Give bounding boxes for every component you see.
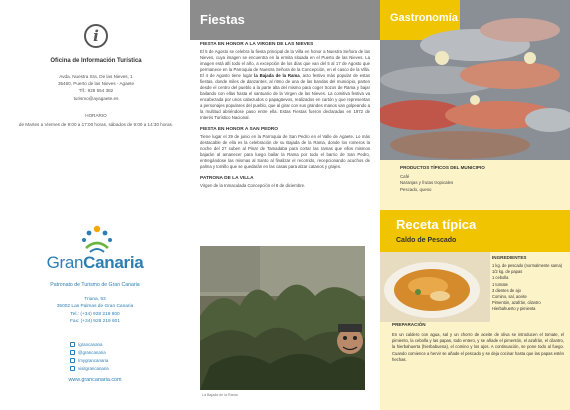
social-youtube[interactable] [70, 356, 109, 364]
receta-header [380, 210, 570, 252]
social-label: visitgrancanaria [78, 365, 109, 371]
ingredient-item: 1 kg. de pescado (normalmente sama) [492, 263, 563, 268]
photo-caption: La Bajada de la Rama [202, 393, 238, 397]
section-text-nieves [200, 49, 370, 121]
social-label: /grancanaria [78, 341, 103, 347]
address-line: 35460, Puerto de las Nieves - Agaete [57, 81, 135, 87]
gran-canaria-logo [0, 253, 190, 273]
product-item: Pescado, queso [400, 186, 432, 192]
preparation-title: PREPARACIÓN [392, 322, 426, 327]
address-phone: Tlf.: 928 554 382 [78, 88, 114, 94]
products-section [380, 160, 570, 210]
left-panel [0, 0, 190, 410]
text-part: El 5 de Agosto se celebra la fiesta principal de la Villa en honor a Nuestra Señora de las Nieves, cuya imagen se encuentra en la ermita situada en el Puerto de las Nieves. La imagen está allí todo el año, a excepción de los días que van del 5 al 17 de Agosto que permanece en la Parroquia de Nuestra Señora de la Concepción, en el casco de la Villa. El 4 de Agosto tiene lugar [200, 49, 370, 78]
ingredient-item: Comino, sal, aceite [492, 294, 527, 300]
festival-photo [200, 246, 365, 390]
products-title: PRODUCTOS TÍPICOS DEL MUNICIPIO [400, 165, 485, 170]
fish-soup-photo [380, 252, 490, 322]
info-icon: i [84, 24, 108, 48]
social-twitter[interactable] [70, 348, 109, 356]
section-text-san-pedro: Tiene lugar el 29 de junio en la Parroquia de San Pedro en el Valle de Agaete. Lo más destacable de ella es la celebración de su Bajada de la Rama, donde los romeros la noche del 27 suben al Pinar de Tamadaba para cortar las ramas que ellos mismos bajarán al amanecer para luego bailar la Rama por todo el barrio de San Pedro, entregándose las mismas al Santo al finalizar el recorrido, recepcionando acuchos de palma y tomillo que se quedarán en las casas para alzar catanos y grajes. [200, 134, 370, 169]
contact-line: Fax: (+34) 928 219 601 [69, 319, 120, 325]
fish-market-photo [380, 0, 570, 160]
text-part: , acto festivo más popular de estas fiestas, donde miles de danzantes, al ritmo de una de las bandas del municipio, parten desde el centro del pueblo a la parte alta del mismo para coger trozos de Rama y bajar bailando con ellas hasta el santuario de la Virgen de las Nieves. La comitiva festiva va encabezada por unos cabezudos o papagüevos, realizados en cartón y que representan a personajes populares del pueblo, que al girar con sus grandes manos van golpeando a la multitud abriéndose paso entre ella. Estas Fiestas fueron declaradas en 1972 de Interés Turístico Nacional. [200, 73, 370, 120]
contact-line: 35002 Las Palmas de Gran Canaria [56, 304, 134, 310]
receta-title: Receta típica [396, 217, 477, 232]
gran-canaria-logo-icon [78, 224, 116, 254]
section-title-nieves: FIESTA EN HONOR A LA VIRGEN DE LAS NIEVES [200, 42, 314, 47]
social-label: @grancanaria [78, 349, 106, 355]
office-address [20, 73, 172, 102]
instagram-icon [70, 366, 75, 371]
social-facebook[interactable] [70, 340, 109, 348]
social-label: /mygrancanaria [78, 357, 109, 363]
preparation-text: En un caldero con agua, sal y un chorro de aceite de oliva se introducen el tomate, el pimiento, la cebolla y las papas, todo entero, y se añade el pimentón, el azafrán, el cilantro, la hierbahuerta (hierbabuena), el comino y los ajos. A continuación, se pone todo al fuego. Cuando comience a hervir se añade el pescado y se deja cocinar hasta que las papas estén hechas. [392, 332, 564, 362]
gastronomia-title: Gastronomía [390, 12, 458, 24]
gastronomia-header [380, 0, 570, 160]
ingredients-section [492, 255, 567, 313]
logo-gran: Gran [46, 253, 84, 272]
preparation-section [392, 322, 564, 363]
ingredient-item: Pimentón, azafrán, cilantro [492, 300, 541, 306]
youtube-icon [70, 358, 75, 363]
fiestas-body [200, 42, 370, 189]
office-title: Oficina de Información Turística [50, 58, 142, 64]
logo-canaria: Canaria [83, 253, 144, 272]
website-link[interactable]: www.grancanaria.com [68, 377, 122, 383]
section-title-san-pedro: FIESTA EN HONOR A SAN PEDRO [200, 127, 278, 132]
address-line: Avda. Nuestra Sra. De las Nieves, 1 [59, 74, 133, 79]
hours-text: de Martes a Viernes de 9:00 a 17:00 horas, sábados de 9:00 a 14:30 horas. [18, 122, 174, 127]
product-item: Café [400, 174, 410, 179]
address-email: turismo@ayagaete.es [73, 95, 119, 101]
section-title-patrona: PATRONA DE LA VILLA [200, 176, 254, 181]
twitter-icon [70, 350, 75, 355]
social-instagram[interactable] [70, 364, 109, 372]
fiestas-title: Fiestas [200, 12, 245, 27]
ingredients-title: INGREDIENTES [492, 255, 527, 260]
ingredient-item: 1 tomate [492, 281, 508, 287]
section-text-patrona: Virgen de la Inmaculada Concepción el 8 de diciembre. [200, 183, 306, 188]
ingredient-item: 1/2 kg. de papas [492, 269, 523, 275]
contact-line: Triana, 93 [84, 297, 106, 302]
gastronomia-panel [380, 0, 570, 410]
product-item: Naranjas y frutas tropicales [400, 180, 454, 186]
patronato-title: Patronato de Turismo de Gran Canaria [50, 282, 140, 288]
contact-line: Tel.: (+34) 928 219 600 [70, 311, 120, 317]
fiestas-header [190, 0, 380, 40]
receta-subtitle: Caldo de Pescado [396, 237, 457, 244]
facebook-icon [70, 342, 75, 347]
ingredient-item: Hierbahuerto y pimienta [492, 306, 536, 312]
text-bold: la Bajada de la Rama [254, 73, 300, 78]
patronato-contact [30, 296, 160, 326]
fiestas-panel [190, 0, 380, 410]
social-links [70, 340, 109, 372]
ingredient-item: 1 cebolla [492, 275, 509, 281]
hours-title: HORARIO [85, 113, 107, 118]
ingredient-item: 3 dientes de ajo [492, 287, 521, 293]
